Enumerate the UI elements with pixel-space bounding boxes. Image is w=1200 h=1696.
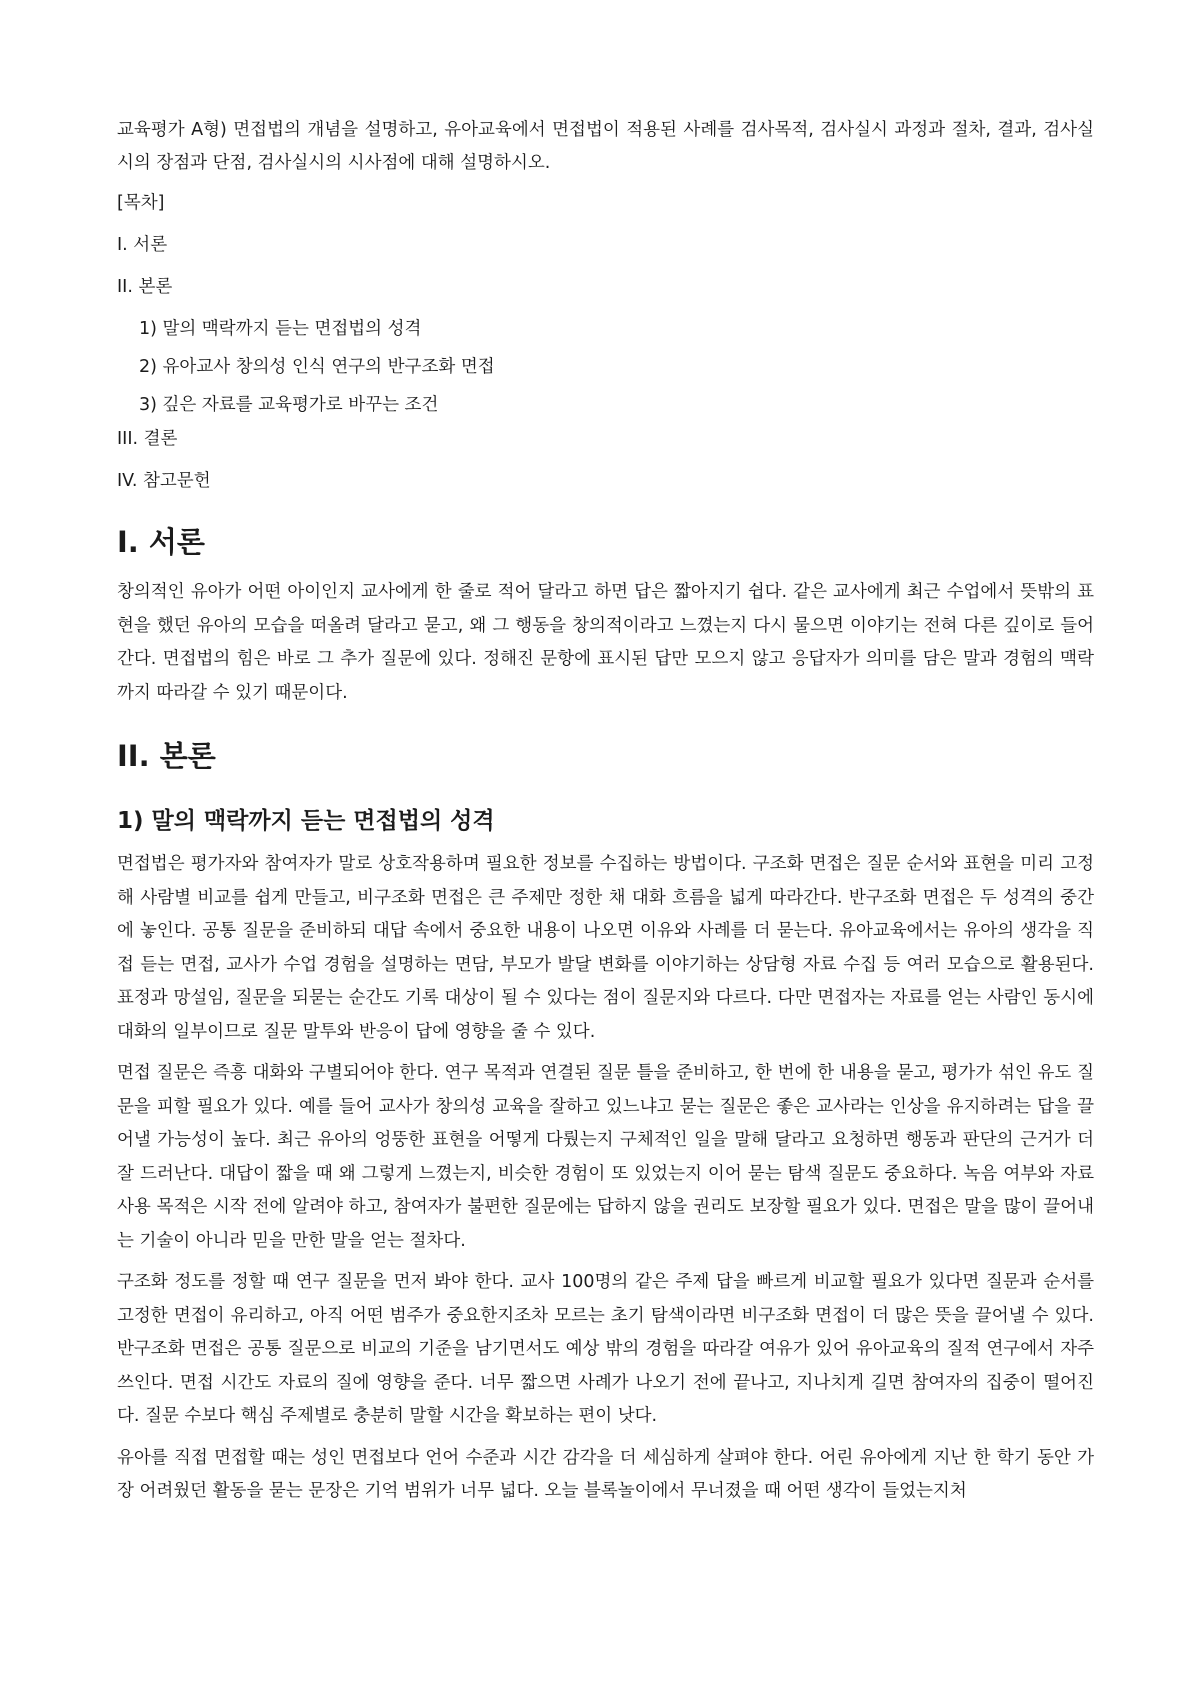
section-heading-intro: I. 서론 xyxy=(117,525,205,559)
toc-item-body: II. 본론 xyxy=(117,277,173,297)
toc-item-body-3: 3) 깊은 자료를 교육평가로 바꾸는 조건 xyxy=(139,395,439,415)
body-paragraph-2: 면접 질문은 즉흥 대화와 구별되어야 한다. 연구 목적과 연결된 질문 틀을 준비하고, 한 번에 한 내용을 묻고, 평가가 섞인 유도 질문을 피할 필요가 있다. 예를 들어 교사가 창의성 교육을 잘하고 있느냐고 묻는 질문은 좋은 교사라는 인상을 유지하려는 답을 끌어낼 가능성이 높다. 최근 유아의 엉뚱한 표현을 어떻게 다뤘는지 구체적인 일을 말해 달라고 요청하면 행동과 판단의 근거가 더 잘 드러난다. 대답이 짧을 때 왜 그렇게 느꼈는지, 비슷한 경험이 또 있었는지 이어 묻는 탐색 질문도 중요하다. 녹음 여부와 자료 사용 목적은 시작 전에 알려야 하고, 참여자가 불편한 질문에는 답하지 않을 권리도 보장할 필요가 있다. 면접은 말을 많이 끌어내는 기술이 아니라 믿을 만한 말을 얻는 절차다. xyxy=(117,1063,1094,1251)
section-heading-body: II. 본론 xyxy=(117,739,216,773)
toc-item-body-1: 1) 말의 맥락까지 듣는 면접법의 성격 xyxy=(139,319,422,339)
toc-title: [목차] xyxy=(117,193,165,213)
toc-item-intro: I. 서론 xyxy=(117,235,168,255)
assignment-prompt: 교육평가 A형) 면접법의 개념을 설명하고, 유아교육에서 면접법이 적용된 사례를 검사목적, 검사실시 과정과 절차, 결과, 검사실시의 장점과 단점, 검사실시의 시사점에 대해 설명하시오. xyxy=(117,120,1094,173)
intro-paragraph: 창의적인 유아가 어떤 아이인지 교사에게 한 줄로 적어 달라고 하면 답은 짧아지기 쉽다. 같은 교사에게 최근 수업에서 뜻밖의 표현을 했던 유아의 모습을 떠올려 달라고 묻고, 왜 그 행동을 창의적이라고 느꼈는지 다시 물으면 이야기는 전혀 다른 깊이로 들어간다. 면접법의 힘은 바로 그 추가 질문에 있다. 정해진 문항에 표시된 답만 모으지 않고 응답자가 의미를 담은 말과 경험의 맥락까지 따라갈 수 있기 때문이다. xyxy=(117,582,1094,703)
body-paragraph-3: 구조화 정도를 정할 때 연구 질문을 먼저 봐야 한다. 교사 100명의 같은 주제 답을 빠르게 비교할 필요가 있다면 질문과 순서를 고정한 면접이 유리하고, 아직 어떤 범주가 중요한지조차 모르는 초기 탐색이라면 비구조화 면접이 더 많은 뜻을 끌어낼 수 있다. 반구조화 면접은 공통 질문으로 비교의 기준을 남기면서도 예상 밖의 경험을 따라갈 여유가 있어 유아교육의 질적 연구에서 자주 쓰인다. 면접 시간도 자료의 질에 영향을 준다. 너무 짧으면 사례가 나오기 전에 끝나고, 지나치게 길면 참여자의 집중이 떨어진다. 질문 수보다 핵심 주제별로 충분히 말할 시간을 확보하는 편이 낫다. xyxy=(117,1272,1094,1426)
table-of-contents xyxy=(117,188,1094,496)
body-paragraph-1: 면접법은 평가자와 참여자가 말로 상호작용하며 필요한 정보를 수집하는 방법이다. 구조화 면접은 질문 순서와 표현을 미리 고정해 사람별 비교를 쉽게 만들고, 비구조화 면접은 큰 주제만 정한 채 대화 흐름을 넓게 따라간다. 반구조화 면접은 두 성격의 중간에 놓인다. 공통 질문을 준비하되 대답 속에서 중요한 내용이 나오면 이유와 사례를 더 묻는다. 유아교육에서는 유아의 생각을 직접 듣는 면접, 교사가 수업 경험을 설명하는 면담, 부모가 발달 변화를 이야기하는 상담형 자료 수집 등 여러 모습으로 활용된다. 표정과 망설임, 질문을 되묻는 순간도 기록 대상이 될 수 있다는 점이 질문지와 다르다. 다만 면접자는 자료를 얻는 사람인 동시에 대화의 일부이므로 질문 말투와 반응이 답에 영향을 줄 수 있다. xyxy=(117,854,1094,1042)
document-content xyxy=(117,114,1094,1517)
body-paragraph-4: 유아를 직접 면접할 때는 성인 면접보다 언어 수준과 시간 감각을 더 세심하게 살펴야 한다. 어린 유아에게 지난 한 학기 동안 가장 어려웠던 활동을 묻는 문장은 기억 범위가 너무 넓다. 오늘 블록놀이에서 무너졌을 때 어떤 생각이 들었는지처 xyxy=(117,1447,1094,1501)
toc-item-conclusion: III. 결론 xyxy=(117,429,178,449)
toc-item-references: IV. 참고문헌 xyxy=(117,471,211,491)
toc-item-body-2: 2) 유아교사 창의성 인식 연구의 반구조화 면접 xyxy=(139,357,495,377)
subsection-heading-1: 1) 말의 맥락까지 듣는 면접법의 성격 xyxy=(117,808,495,834)
